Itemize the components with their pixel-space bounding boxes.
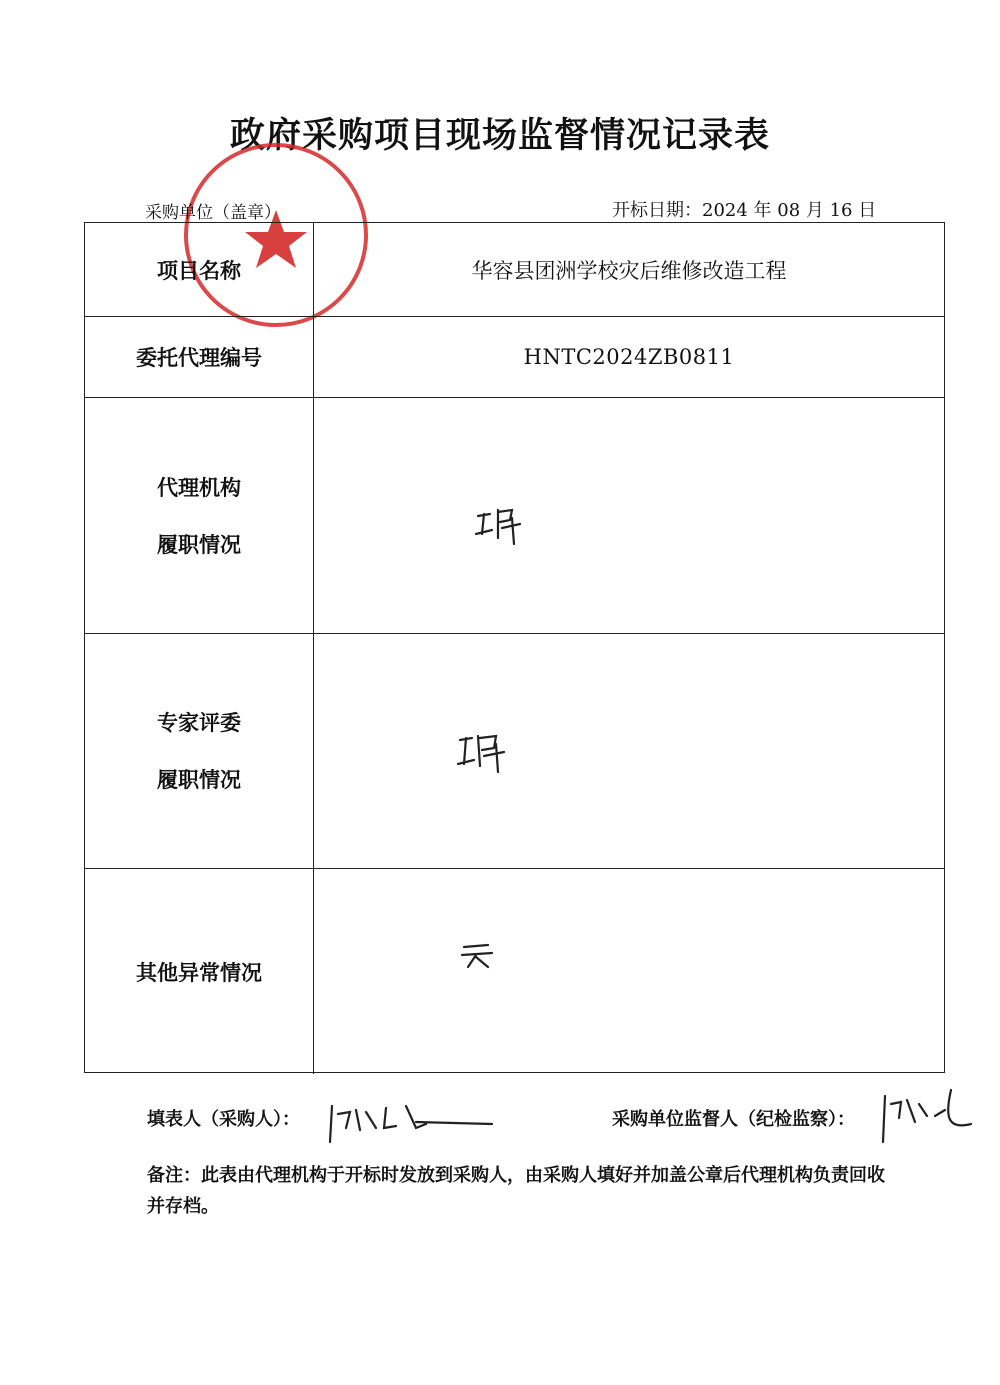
agency-number-value: HNTC2024ZB0811 [523,345,735,369]
expert-performance-label-2: 履职情况 [157,767,241,792]
handwriting-mark [454,726,514,776]
bid-date [612,196,876,222]
row-agency-number [85,317,944,398]
remarks-note: 备注：此表由代理机构于开标时发放到采购人，由采购人填好并加盖公章后代理机构负责回收并存档。 [147,1165,885,1217]
handwriting-mark [458,941,498,971]
bid-date-value: 2024 年 08 月 16 日 [702,200,877,221]
agency-performance-value [314,398,944,633]
other-anomalies-value [314,869,944,1074]
supervisor-field [612,1105,855,1131]
agency-number-label: 委托代理编号 [85,317,314,397]
expert-performance-value [314,634,944,868]
project-name-label: 项目名称 [85,223,314,316]
supervisor-signature [875,1086,975,1146]
filler-signature [316,1098,496,1148]
agency-performance-label-2: 履职情况 [157,531,241,557]
row-expert-performance [85,634,944,869]
expert-performance-label-1: 专家评委 [157,710,241,735]
page-title: 政府采购项目现场监督情况记录表 [229,115,770,156]
project-name-value: 华容县团洲学校灾后维修改造工程 [471,258,787,283]
other-anomalies-label: 其他异常情况 [85,869,314,1074]
filler-field [147,1105,300,1131]
bid-date-label: 开标日期： [612,200,702,221]
filler-label: 填表人（采购人）： [147,1109,300,1130]
supervisor-label: 采购单位监督人（纪检监察）： [612,1109,855,1130]
handwriting-mark [472,498,532,548]
agency-performance-label-1: 代理机构 [157,474,241,500]
row-project-name [85,223,944,317]
row-other-anomalies [85,869,944,1074]
row-agency-performance [85,398,944,634]
record-table [84,222,945,1073]
purchaser-unit-label: 采购单位（盖章） [145,203,281,223]
